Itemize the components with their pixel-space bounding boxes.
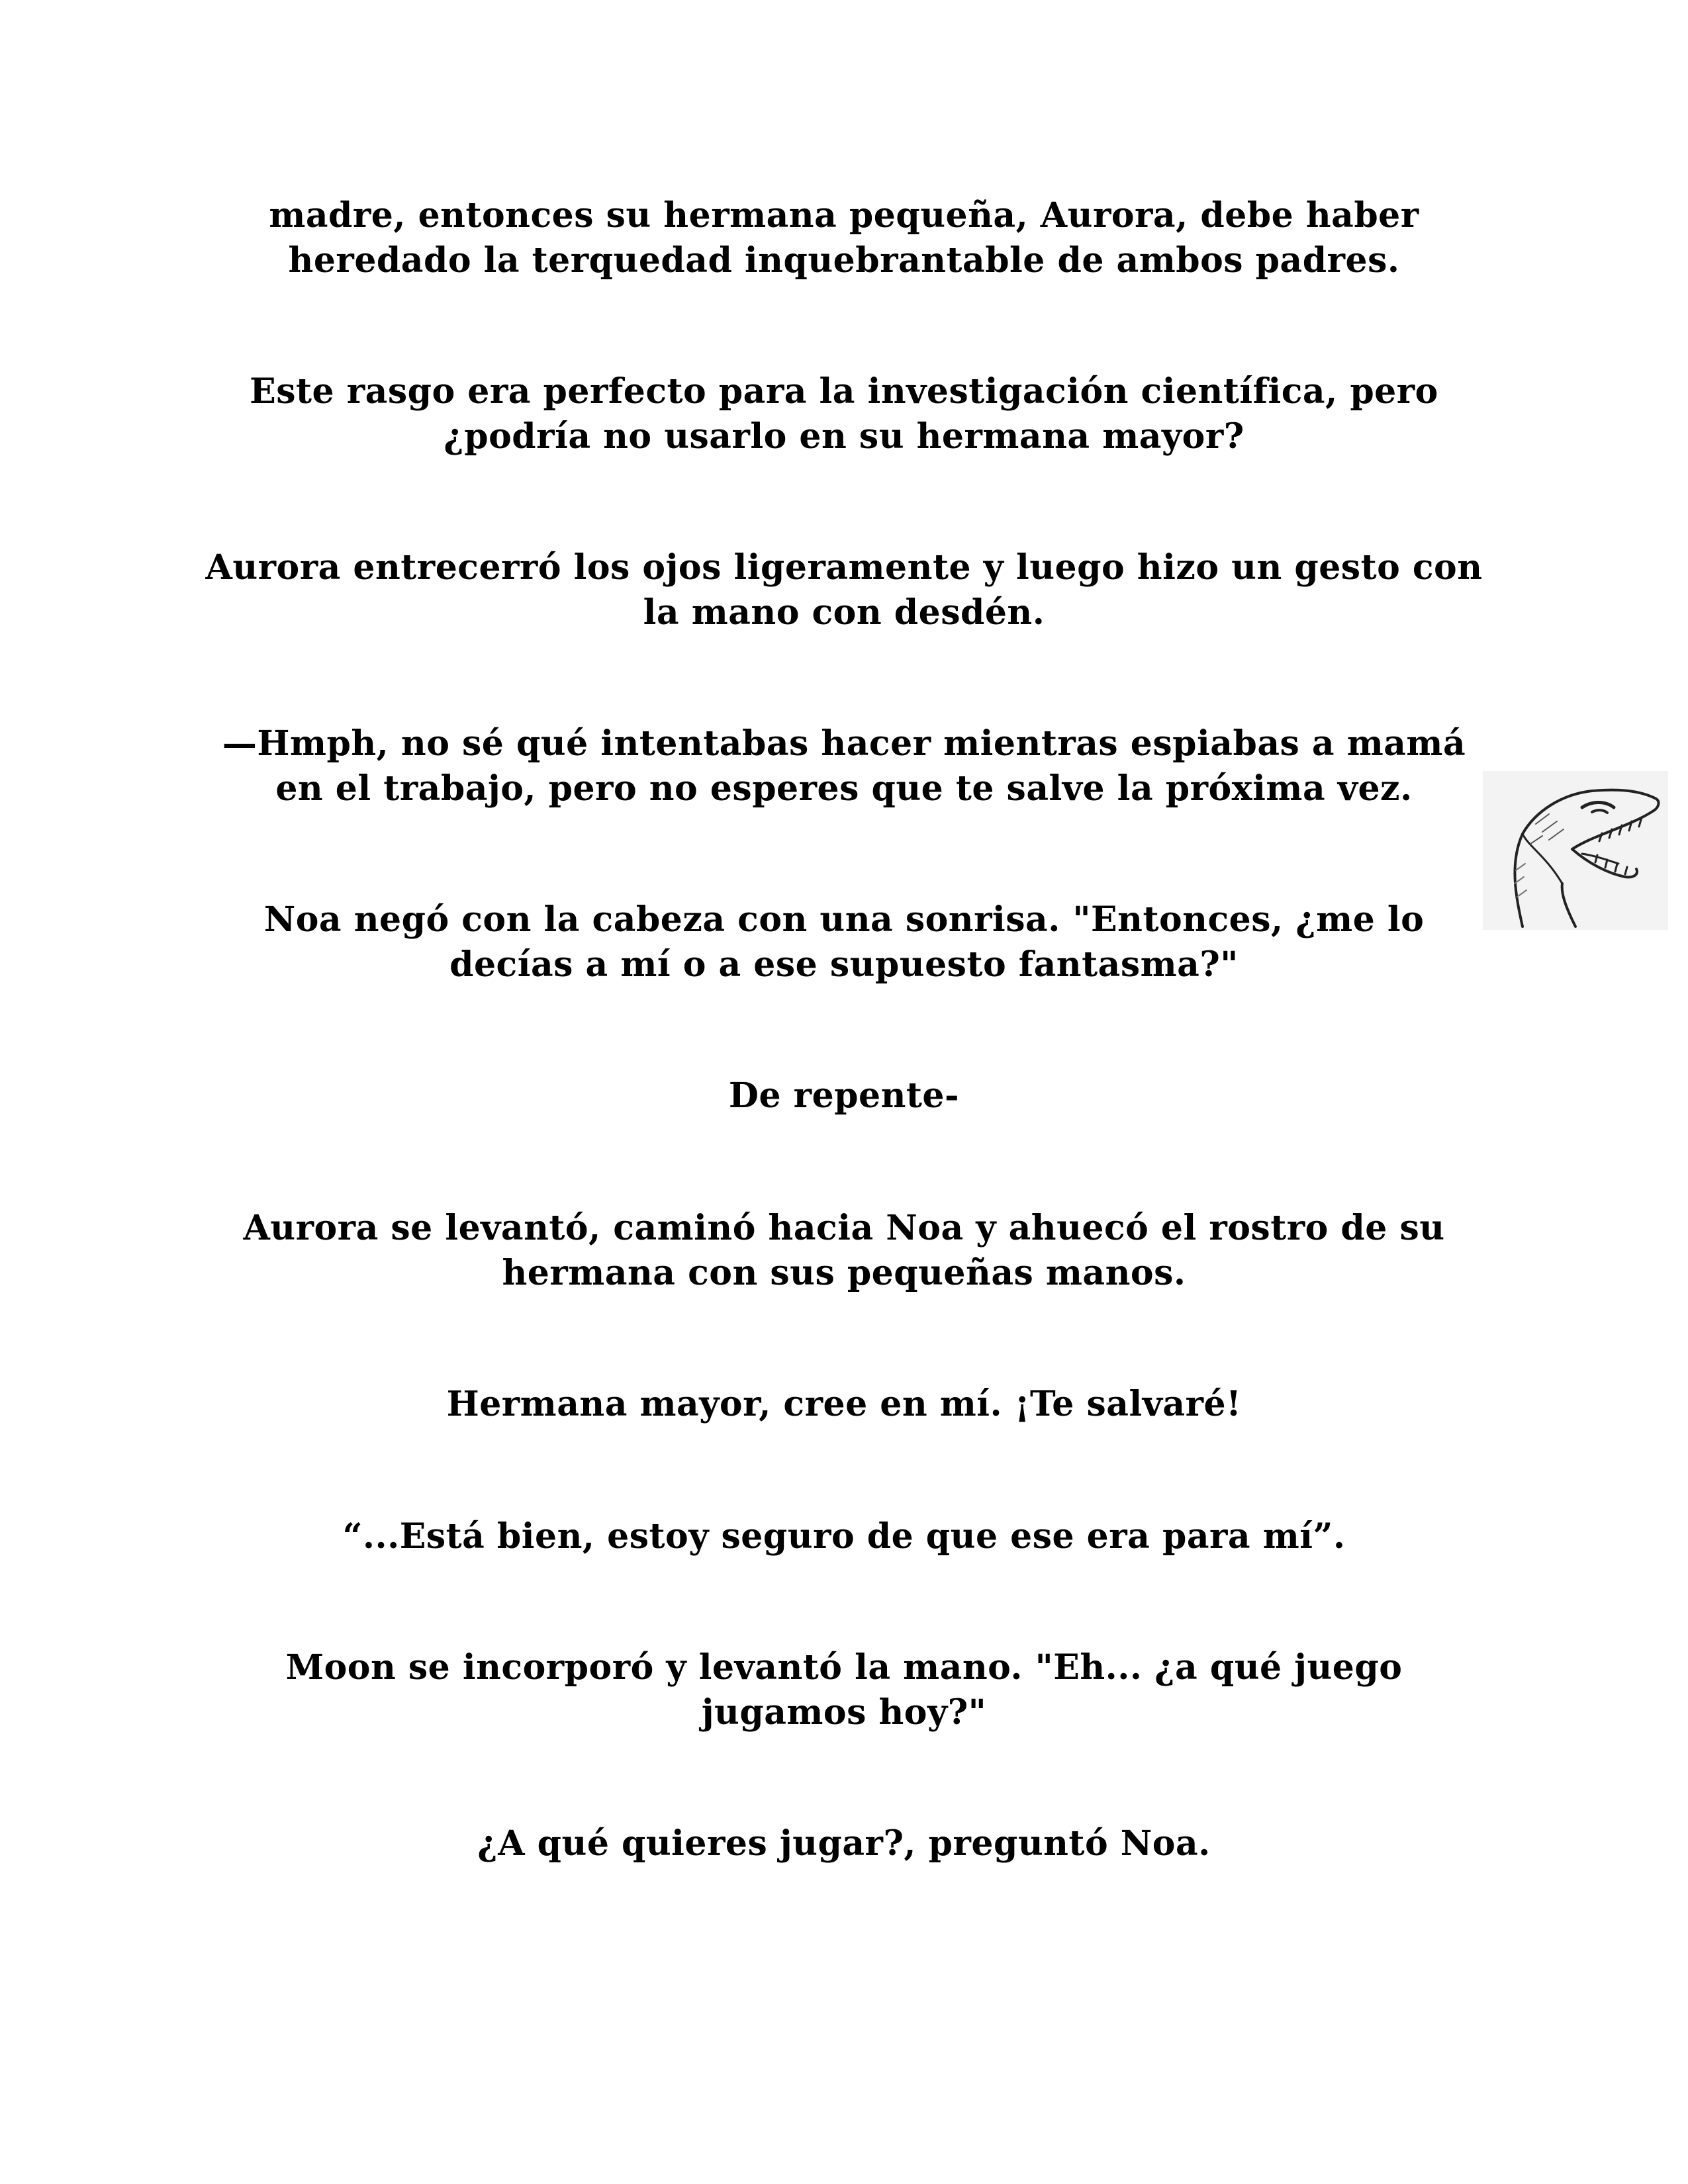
paragraph-5: Noa negó con la cabeza con una sonrisa. "Entonces, ¿me lo decías a mí o a ese supuesto fantasma?" xyxy=(263,899,1425,985)
dinosaur-head-sketch-icon xyxy=(1483,771,1668,930)
paragraph-1: madre, entonces su hermana pequeña, Aurora, debe haber heredado la terquedad inquebrantable de ambos padres. xyxy=(269,195,1419,281)
paragraph-2: Este rasgo era perfecto para la investigación científica, pero ¿podría no usarlo en su hermana mayor? xyxy=(250,371,1438,457)
paragraph-3: Aurora entrecerró los ojos ligeramente y luego hizo un gesto con la mano con desdén. xyxy=(205,547,1483,633)
paragraph-4: —Hmph, no sé qué intentabas hacer mientras espiabas a mamá en el trabajo, pero no esperes que te salve la próxima vez. xyxy=(222,723,1466,809)
paragraph-6: De repente- xyxy=(728,1075,960,1116)
paragraph-11: ¿A qué quieres jugar?, preguntó Noa. xyxy=(477,1823,1211,1864)
paragraph-7: Aurora se levantó, caminó hacia Noa y ahuecó el rostro de su hermana con sus pequeñas manos. xyxy=(243,1208,1445,1293)
paragraph-10: Moon se incorporó y levantó la mano. "Eh... ¿a qué juego jugamos hoy?" xyxy=(285,1647,1403,1733)
paragraph-9: “...Está bien, estoy seguro de que ese era para mí”. xyxy=(342,1516,1346,1557)
paragraph-8: Hermana mayor, cree en mí. ¡Te salvaré! xyxy=(446,1384,1242,1424)
